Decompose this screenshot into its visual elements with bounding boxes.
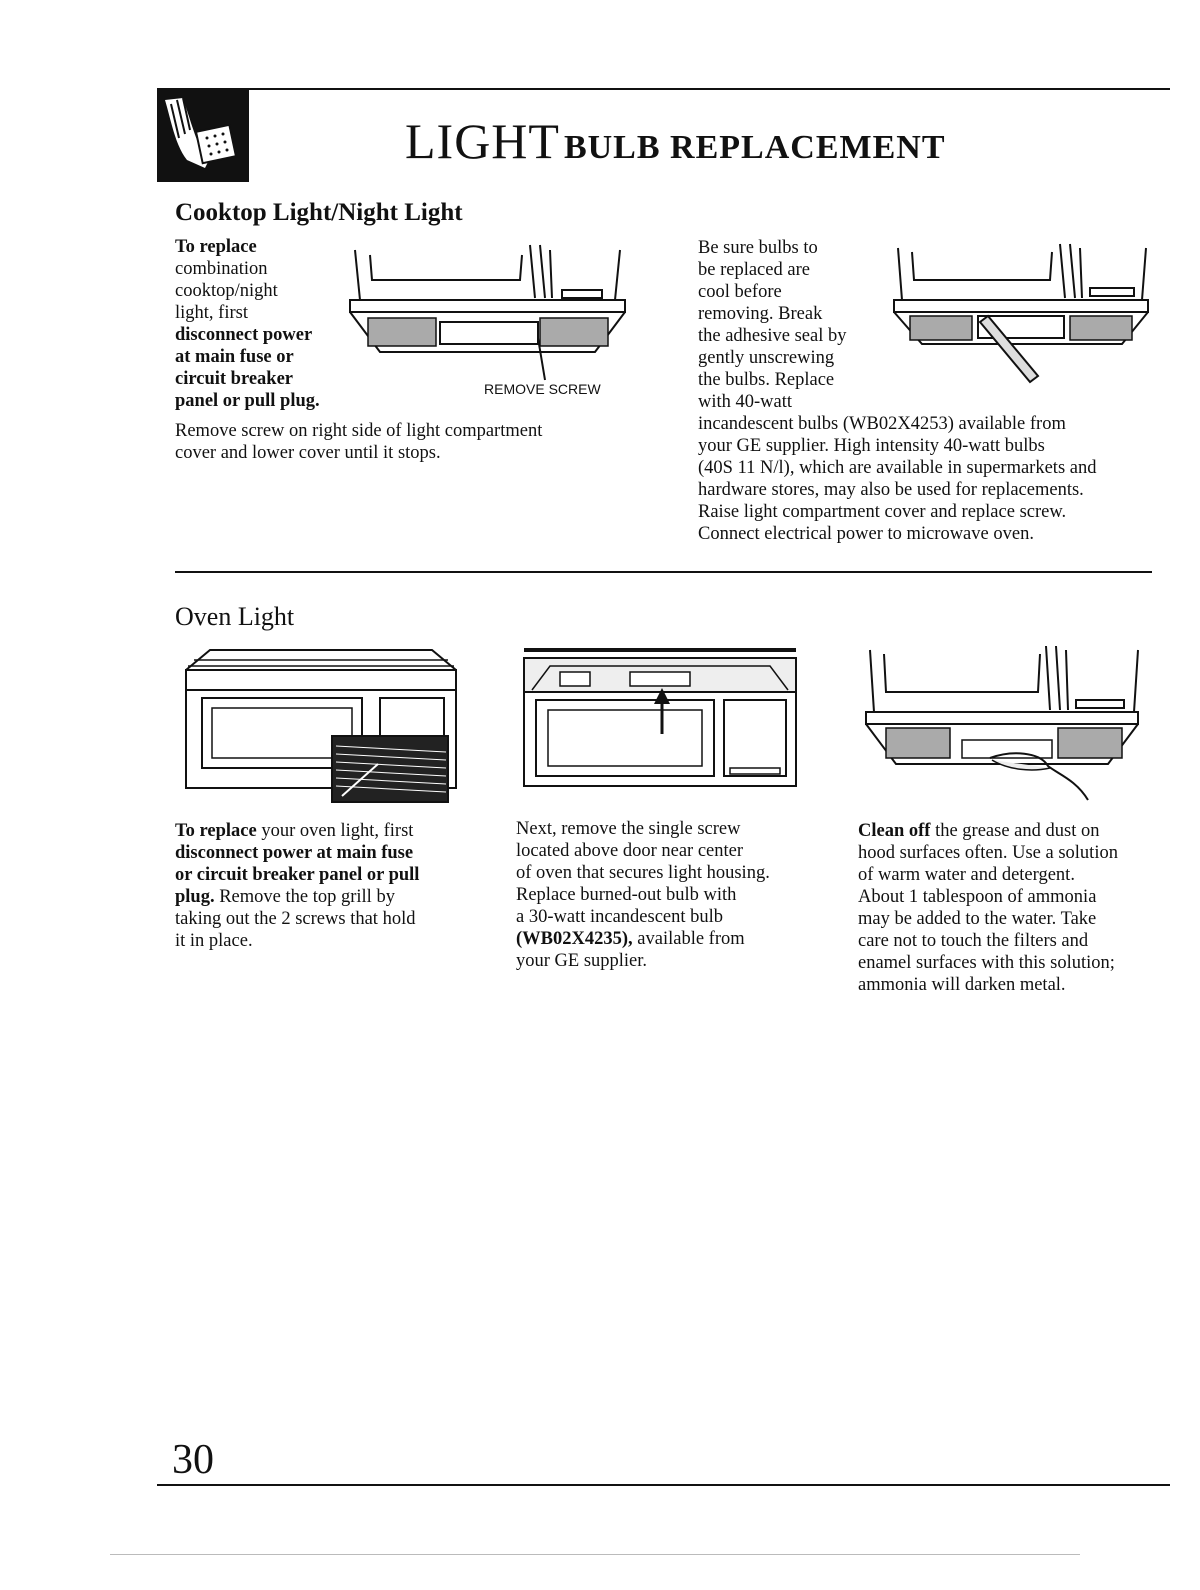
oven-light-housing-diagram <box>520 648 800 788</box>
col3-l6: care not to touch the filters and <box>858 931 1089 951</box>
col1-l2: disconnect power at main fuse <box>175 843 414 863</box>
bulb-line: removing. Break <box>698 304 823 324</box>
col1-l3: or circuit breaker panel or pull <box>175 865 420 885</box>
bulb-line: (40S 11 N/l), which are available in supermarkets and <box>698 458 1097 478</box>
oven-grill-diagram <box>180 648 460 803</box>
title-rest: BULB REPLACEMENT <box>563 129 946 166</box>
bulb-line: incandescent bulbs (WB02X4253) available from <box>698 414 1066 434</box>
col3-l2: hood surfaces often. Use a solution <box>858 843 1118 863</box>
bulb-line: cool before <box>698 282 782 302</box>
intro-bold-lead: To replace <box>175 237 257 257</box>
bulb-line: be replaced are <box>698 260 810 280</box>
bulb-line: Be sure bulbs to <box>698 238 818 258</box>
screw-text-1: Remove screw on right side of light compartment <box>175 421 543 441</box>
intro-bold-4: panel or pull plug. <box>175 391 320 411</box>
intro-bold-3: circuit breaker <box>175 369 293 389</box>
title-first-word: LIGHT <box>405 113 560 169</box>
col3-l7: enamel surfaces with this solution; <box>858 953 1115 973</box>
cooktop-intro <box>175 236 355 412</box>
col2-l4: Replace burned-out bulb with <box>516 885 737 905</box>
col2-l7: your GE supplier. <box>516 951 648 971</box>
cooktop-light-diagram <box>340 240 620 380</box>
remove-screw-text <box>175 420 655 464</box>
bulb-line: with 40-watt <box>698 392 793 412</box>
col2-l6: available from <box>632 929 745 949</box>
col3-l4: About 1 tablespoon of ammonia <box>858 887 1097 907</box>
col2-l2: located above door near center <box>516 841 744 861</box>
col3-l5: may be added to the water. Take <box>858 909 1097 929</box>
col1-l1: your oven light, first <box>256 821 414 841</box>
col3-l1: the grease and dust on <box>930 821 1100 841</box>
header-top-rule <box>157 88 1170 90</box>
col1-l6: it in place. <box>175 931 253 951</box>
intro-text-3: light, first <box>175 303 248 323</box>
bulb-line: the bulbs. Replace <box>698 370 835 390</box>
bulb-line: hardware stores, may also be used for replacements. <box>698 480 1084 500</box>
hood-cleaning-diagram <box>862 642 1142 802</box>
cooktop-heading: Cooktop Light/Night Light <box>175 199 463 226</box>
page-title <box>405 112 946 170</box>
intro-bold-1: disconnect power <box>175 325 313 345</box>
bulb-line: Connect electrical power to microwave oven. <box>698 524 1034 544</box>
oven-light-heading: Oven Light <box>175 602 295 631</box>
intro-text-1: combination <box>175 259 268 279</box>
col2-l3: of oven that secures light housing. <box>516 863 770 883</box>
col2-l6-bold: (WB02X4235), <box>516 929 633 949</box>
bulb-line: the adhesive seal by <box>698 326 847 346</box>
oven-col3-text <box>858 820 1168 996</box>
bulb-line: gently unscrewing <box>698 348 835 368</box>
col1-l4-bold: plug. <box>175 887 215 907</box>
intro-text-2: cooktop/night <box>175 281 278 301</box>
col2-l5: a 30-watt incandescent bulb <box>516 907 724 927</box>
page-number: 30 <box>172 1437 214 1483</box>
bottom-faint-rule <box>110 1554 1080 1555</box>
screw-text-2: cover and lower cover until it stops. <box>175 443 441 463</box>
col2-l1: Next, remove the single screw <box>516 819 741 839</box>
col1-bold-lead: To replace <box>175 821 257 841</box>
intro-bold-2: at main fuse or <box>175 347 294 367</box>
cooktop-cover-lowered-diagram <box>890 240 1150 390</box>
oven-col1-text <box>175 820 475 952</box>
bulb-line: your GE supplier. High intensity 40-watt bulbs <box>698 436 1045 456</box>
col3-bold-lead: Clean off <box>858 821 931 841</box>
bulb-line: Raise light compartment cover and replace screw. <box>698 502 1067 522</box>
col3-l3: of warm water and detergent. <box>858 865 1075 885</box>
section-divider <box>175 571 1152 573</box>
oven-col2-text <box>516 818 826 972</box>
hand-holding-sponge-icon <box>157 90 249 182</box>
footer-rule <box>157 1484 1170 1486</box>
remove-screw-label: REMOVE SCREW <box>484 381 601 397</box>
col1-l5: taking out the 2 screws that hold <box>175 909 416 929</box>
col3-l8: ammonia will darken metal. <box>858 975 1066 995</box>
col1-l4: Remove the top grill by <box>214 887 395 907</box>
